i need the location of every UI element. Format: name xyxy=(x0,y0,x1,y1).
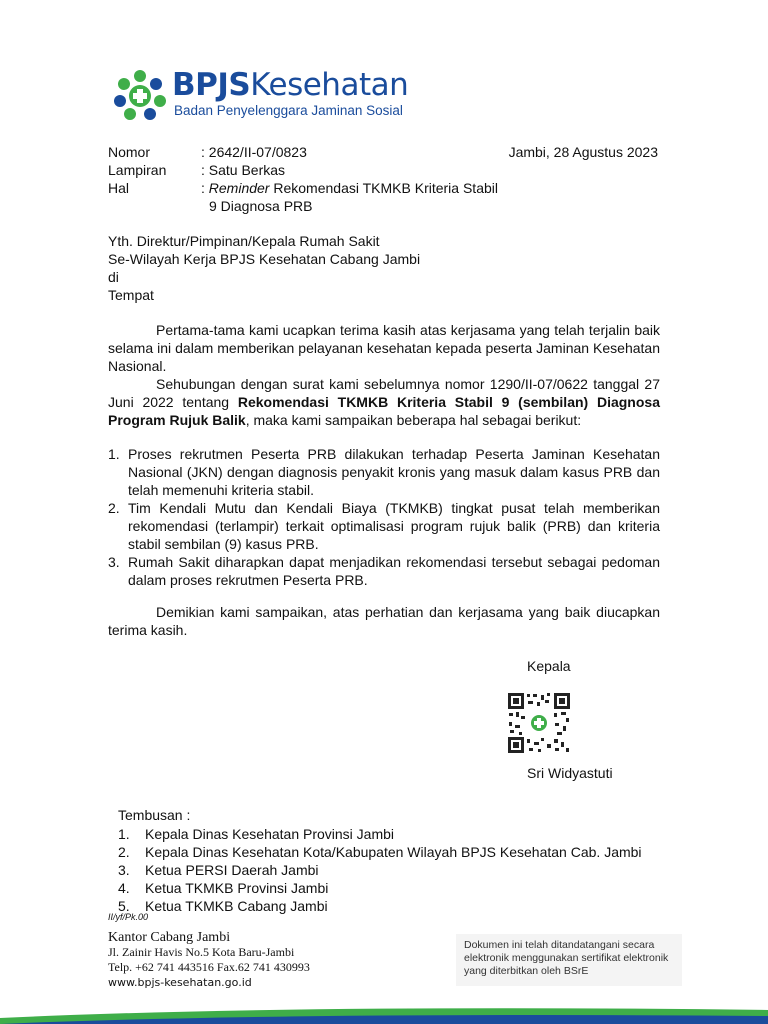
meta-nomor-row xyxy=(108,143,668,161)
esign-notice: Dokumen ini telah ditandatangani secara elektronik menggunakan sertifikat elektronik yang diterbitkan oleh BSrE xyxy=(456,934,682,986)
office-address: Jl. Zainir Havis No.5 Kota Baru-Jambi xyxy=(108,945,295,959)
cc-item: 4. Ketua TKMKB Provinsi Jambi xyxy=(118,880,329,896)
address-line: Yth. Direktur/Pimpinan/Kepala Rumah Sakit xyxy=(108,233,380,249)
closing-paragraph: Demikian kami sampaikan, atas perhatian dan kerjasama yang baik diucapkan terima kasih. xyxy=(108,604,660,638)
meta-lampiran-row xyxy=(108,161,668,179)
office-phone: Telp. +62 741 443516 Fax.62 741 430993 xyxy=(108,960,310,974)
cc-list xyxy=(118,806,678,915)
cc-item: 2. Kepala Dinas Kesehatan Kota/Kabupaten Wilayah BPJS Kesehatan Cab. Jambi xyxy=(118,844,642,860)
cc-item: 5. Ketua TKMKB Cabang Jambi xyxy=(118,898,328,914)
footer-decoration xyxy=(0,1004,768,1024)
address-line: Tempat xyxy=(108,287,154,303)
cc-item: 3. Ketua PERSI Daerah Jambi xyxy=(118,862,319,878)
qr-code-icon xyxy=(507,692,571,754)
hal-value: : Reminder Rekomendasi TKMKB Kriteria Stabil xyxy=(201,180,498,196)
lampiran-label: Lampiran xyxy=(108,162,167,178)
body-paragraph-1: Pertama-tama kami ucapkan terima kasih atas kerjasama yang telah terjalin baik selama ini dalam memberikan pelayanan kesehatan kepada peserta Jaminan Kesehatan Nasional. xyxy=(108,322,660,374)
lampiran-value: : Satu Berkas xyxy=(201,162,286,178)
body-bold-subject: Rekomendasi TKMKB Kriteria Stabil 9 (sembilan) Diagnosa Program Rujuk Balik xyxy=(108,394,660,428)
cc-title: Tembusan : xyxy=(118,807,191,823)
list-item: 2. Tim Kendali Mutu dan Kendali Biaya (TKMKB) tingkat pusat telah memberikan rekomendasi (terlampir) terkait optimalisasi program rujuk balik (PRB) dan kriteria stabil sembilan (9) kasus PRB. xyxy=(108,500,660,552)
hal-italic: Reminder xyxy=(208,180,270,196)
meta-hal-row xyxy=(108,179,668,197)
signatory-name: Sri Widyastuti xyxy=(527,765,613,781)
body-paragraph-2: Sehubungan dengan surat kami sebelumnya nomor 1290/II-07/0622 tanggal 27 Juni 2022 tentang Rekomendasi TKMKB Kriteria Stabil 9 (sembilan) Diagnosa Program Rujuk Balik, maka kami sampaikan beberapa hal sebagai berikut: xyxy=(108,376,660,428)
letter-body xyxy=(108,321,660,429)
address-line: Se-Wilayah Kerja BPJS Kesehatan Cabang Jambi xyxy=(108,251,421,267)
cc-item: 1. Kepala Dinas Kesehatan Provinsi Jambi xyxy=(118,826,395,842)
bpjs-logo xyxy=(112,66,412,122)
office-website[interactable]: www.bpjs-kesehatan.go.id xyxy=(108,976,252,989)
hal-value-2: 9 Diagnosa PRB xyxy=(209,198,313,214)
reference-code: II/yf/Pk.00 xyxy=(108,912,149,922)
list-item: 3. Rumah Sakit diharapkan dapat menjadikan rekomendasi tersebut sebagai pedoman dalam proses rekrutmen Peserta PRB. xyxy=(108,554,660,588)
office-name: Kantor Cabang Jambi xyxy=(108,930,231,945)
points-list xyxy=(108,445,660,589)
nomor-value: : 2642/II-07/0823 xyxy=(201,144,307,160)
recipient-address xyxy=(108,232,420,304)
letter-meta xyxy=(108,143,668,215)
footer-office-info xyxy=(108,930,310,990)
signature-title: Kepala xyxy=(527,658,571,674)
address-line: di xyxy=(108,269,119,285)
brand-subtitle: Badan Penyelenggara Jaminan Sosial xyxy=(174,103,403,118)
hal-label: Hal xyxy=(108,180,130,196)
brand-name: BPJSKesehatan xyxy=(172,67,409,103)
letter-date: Jambi, 28 Agustus 2023 xyxy=(508,144,658,160)
nomor-label: Nomor xyxy=(108,144,151,160)
bpjs-emblem-icon xyxy=(112,68,168,120)
meta-hal-row-2 xyxy=(108,197,668,215)
list-item: 1. Proses rekrutmen Peserta PRB dilakukan terhadap Peserta Jaminan Kesehatan Nasional (JKN) dengan diagnosis penyakit kronis yang masuk dalam kasus PRB dan telah memenuhi kriteria stabil. xyxy=(108,446,660,498)
